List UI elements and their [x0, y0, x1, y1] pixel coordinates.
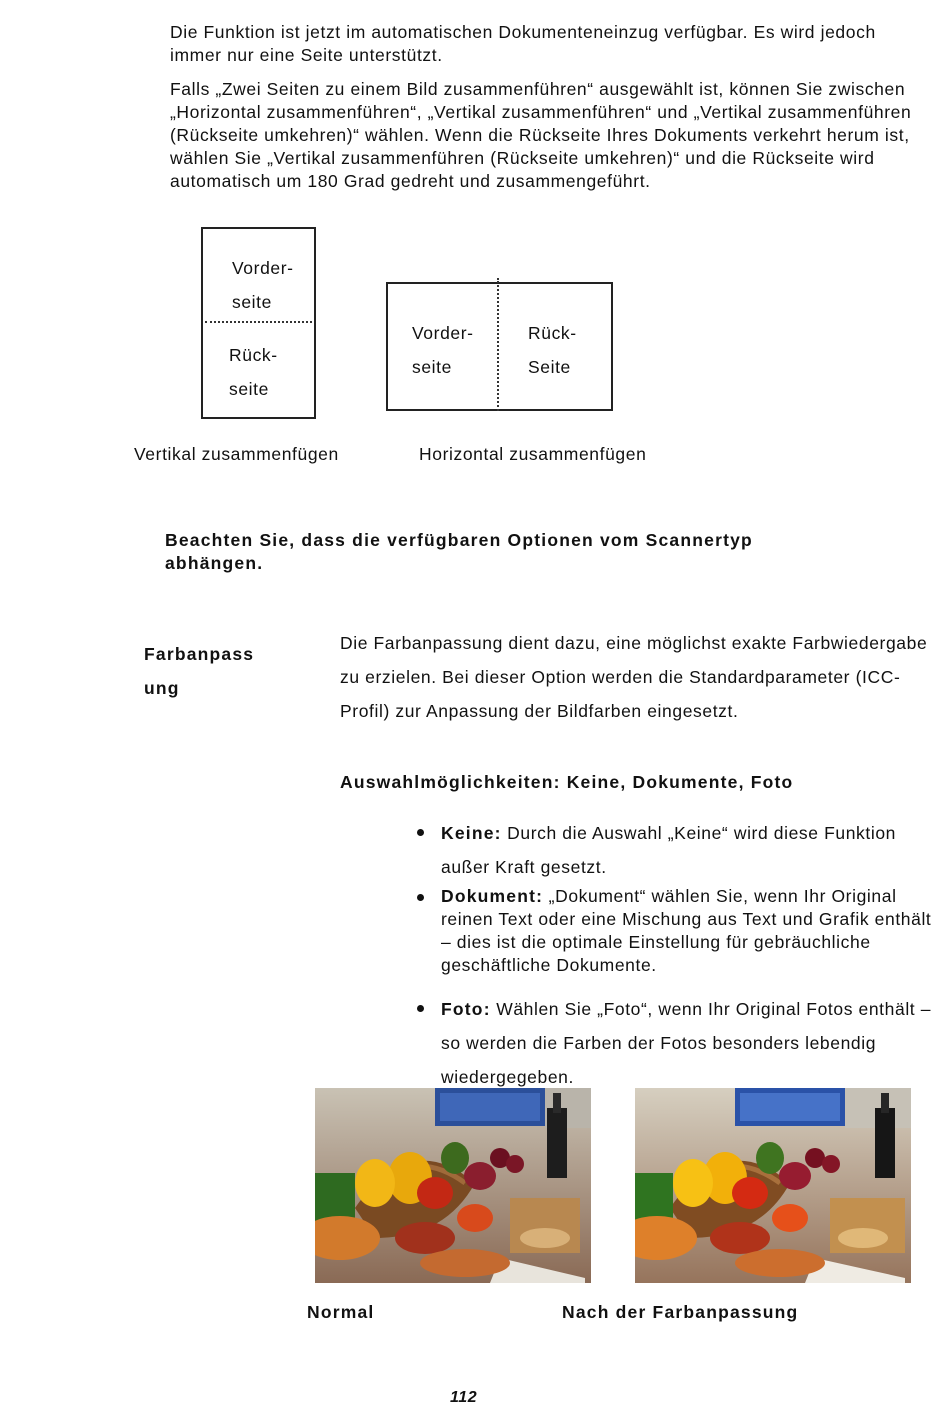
- intro-paragraph-2: Falls „Zwei Seiten zu einem Bild zusammenführen“ ausgewählt ist, können Sie zwischen „Horizontal zusammenführen“, „Vertikal zusammenführen“ und „Vertikal zusammenführen (Rückseite umkehren)“ wählen. Wenn die Rückseite Ihres Dokuments verkehrt herum ist, wählen Sie „Vertikal zusammenführen (Rückseite umkehren)“ und die Rückseite wird automatisch um 180 Grad gedreht und zusammengeführt.: [170, 79, 912, 191]
- vertical-merge-caption: Vertikal zusammenfügen: [134, 444, 339, 464]
- bullet-icon: [417, 894, 424, 901]
- option-description: Die Farbanpassung dient dazu, eine möglichst exakte Farbwiedergabe zu erzielen. Bei dieser Option werden die Standardparameter (ICC-Profil) zur Anpassung der Bildfarben eingesetzt.: [340, 633, 928, 721]
- choice-item-keine: Keine: Durch die Auswahl „Keine“ wird diese Funktion außer Kraft gesetzt.: [417, 816, 932, 884]
- choice-item-foto: Foto: Wählen Sie „Foto“, wenn Ihr Original Fotos enthält – so werden die Farben der Fotos besonders lebendig wiedergegeben.: [417, 992, 932, 1094]
- horizontal-back-label: Rück- Seite: [528, 323, 577, 377]
- photo-normal: [315, 1088, 591, 1283]
- scanner-type-note: Beachten Sie, dass die verfügbaren Optionen vom Scannertyp abhängen.: [165, 530, 753, 573]
- photo-color-adjusted: [635, 1088, 911, 1283]
- choice-item-dokument: Dokument: „Dokument“ wählen Sie, wenn Ihr Original reinen Text oder eine Mischung aus Text und Grafik enthält – dies ist die optimale Einstellung für gebräuchliche geschäftliche Dokumente.: [417, 885, 932, 977]
- horizontal-front-label: Vorder- seite: [412, 323, 474, 377]
- horizontal-divider-line: [497, 278, 499, 411]
- photo-caption-normal: Normal: [307, 1302, 375, 1322]
- vertical-front-label: Vorder- seite: [232, 258, 294, 312]
- bullet-icon: [417, 1005, 424, 1012]
- bullet-icon: [417, 829, 424, 836]
- intro-paragraph-1: Die Funktion ist jetzt im automatischen Dokumenteneinzug verfügbar. Es wird jedoch immer nur eine Seite unterstützt.: [170, 22, 876, 65]
- photo-caption-adjusted: Nach der Farbanpassung: [562, 1302, 799, 1322]
- still-life-image-adjusted: [635, 1088, 911, 1283]
- still-life-image-normal: [315, 1088, 591, 1283]
- choices-heading: Auswahlmöglichkeiten: Keine, Dokumente, Foto: [340, 772, 794, 792]
- option-name: Farbanpass ung: [144, 644, 255, 698]
- vertical-divider-line: [205, 321, 312, 323]
- vertical-back-label: Rück- seite: [229, 345, 278, 399]
- choices-list: [417, 816, 932, 1094]
- horizontal-merge-caption: Horizontal zusammenfügen: [419, 444, 647, 464]
- page-number: 112: [450, 1389, 478, 1406]
